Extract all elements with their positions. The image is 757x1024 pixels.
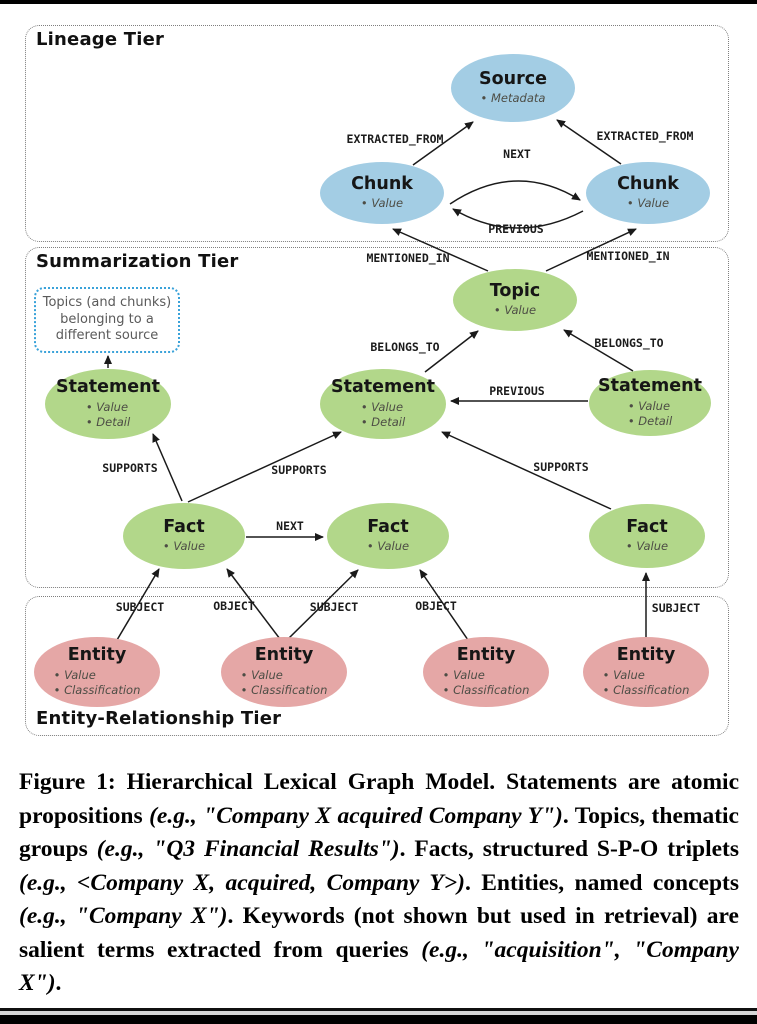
entity-relationship-tier-label: Entity-Relationship Tier — [36, 708, 282, 729]
caption-segment: Figure 1: Hierarchical Lexical Graph Model. Statements are atomic propositions — [19, 769, 739, 829]
node-attribute: • Value — [361, 400, 405, 415]
caption-segment: (e.g., "Company X acquired Company Y") — [149, 802, 563, 829]
node-attribute: • Detail — [86, 415, 130, 430]
node-attribute: • Value — [54, 668, 141, 683]
node-source — [451, 54, 575, 122]
node-title: Entity — [67, 645, 127, 666]
node-chunk-right — [586, 162, 710, 224]
edge-label-next-facts: NEXT — [276, 519, 304, 533]
node-topic — [453, 269, 577, 331]
caption-segment: (e.g., "Q3 Financial Results") — [96, 836, 400, 862]
node-attribute: • Classification — [443, 683, 530, 698]
different-source-note — [34, 287, 180, 353]
edge-label-belongs-to-left: BELONGS_TO — [370, 340, 440, 354]
caption-segment: . Keywords (not shown but used in retrieval) are salient terms extracted from queries — [19, 903, 739, 963]
node-entity-3 — [423, 637, 549, 707]
caption-segment: (e.g., <Company X, acquired, Company Y>) — [19, 869, 465, 896]
node-attribute: • Metadata — [481, 91, 546, 106]
node-attribute: • Classification — [241, 683, 328, 698]
caption-segment: . Facts, structured S-P-O triplets — [399, 836, 739, 862]
note-line: Topics (and chunks) — [42, 294, 172, 310]
node-attribute: • Value — [241, 668, 328, 683]
node-attribute: • Detail — [628, 414, 672, 429]
node-title: Fact — [163, 516, 205, 537]
node-attribute: • Value — [163, 539, 205, 554]
node-title: Statement — [598, 376, 702, 397]
note-line: different source — [55, 328, 159, 344]
edge-label-previous-statements: PREVIOUS — [489, 384, 545, 398]
edge-label-next-chunks: NEXT — [503, 147, 531, 161]
node-attribute: • Classification — [54, 683, 141, 698]
node-attribute: • Classification — [603, 683, 690, 698]
edge-label-subject-1: SUBJECT — [115, 600, 165, 614]
node-title: Chunk — [617, 173, 679, 194]
node-fact-left — [123, 503, 245, 569]
lineage-tier-label: Lineage Tier — [36, 29, 165, 50]
summarization-tier-label: Summarization Tier — [36, 251, 239, 272]
node-title: Source — [479, 68, 547, 89]
node-title: Chunk — [351, 173, 413, 194]
node-attribute: • Value — [494, 303, 536, 318]
edge-label-supports-middle: SUPPORTS — [271, 463, 327, 477]
node-title: Fact — [367, 516, 409, 537]
caption-segment: . Topics, thematic groups — [19, 802, 739, 862]
caption-segment: (e.g., "Company X") — [19, 903, 228, 929]
node-attribute: • Value — [443, 668, 530, 683]
figure-caption — [19, 766, 739, 1001]
edge-label-previous-chunks: PREVIOUS — [488, 222, 544, 236]
edge-label-object-2: OBJECT — [415, 599, 457, 613]
bottom-rule-thick — [0, 1015, 757, 1024]
edge-label-extracted-from-left: EXTRACTED_FROM — [346, 132, 444, 146]
node-attribute: • Value — [603, 668, 690, 683]
node-statement-middle — [320, 369, 446, 439]
node-fact-right — [589, 504, 705, 568]
node-title: Entity — [456, 645, 516, 666]
node-title: Topic — [489, 280, 541, 301]
edge-label-mentioned-in-left: MENTIONED_IN — [366, 251, 450, 265]
node-entity-1 — [34, 637, 160, 707]
node-statement-right — [589, 370, 711, 436]
node-attribute: • Value — [361, 196, 403, 211]
edge-label-subject-2: SUBJECT — [309, 600, 359, 614]
node-attribute: • Value — [86, 400, 130, 415]
node-chunk-left — [320, 162, 444, 224]
node-title: Statement — [331, 377, 435, 398]
edge-label-belongs-to-right: BELONGS_TO — [594, 336, 664, 350]
node-attribute: • Value — [367, 539, 409, 554]
edge-label-supports-left: SUPPORTS — [102, 461, 158, 475]
node-title: Fact — [626, 516, 668, 537]
caption-segment: . Entities, named concepts — [464, 869, 740, 896]
node-attribute: • Value — [628, 399, 672, 414]
node-attribute: • Value — [626, 539, 668, 554]
node-title: Entity — [254, 645, 314, 666]
node-entity-4 — [583, 637, 709, 707]
node-fact-middle — [327, 503, 449, 569]
edge-label-extracted-from-right: EXTRACTED_FROM — [596, 129, 694, 143]
edge-label-subject-3: SUBJECT — [651, 601, 701, 615]
node-attribute: • Value — [627, 196, 669, 211]
node-attribute: • Detail — [361, 415, 405, 430]
node-title: Statement — [56, 377, 160, 398]
note-line: belonging to a — [60, 311, 154, 327]
edge-label-supports-right: SUPPORTS — [533, 460, 589, 474]
node-title: Entity — [616, 645, 676, 666]
node-entity-2 — [221, 637, 347, 707]
caption-segment: (e.g., "acquisition", "Company X") — [19, 936, 739, 996]
node-statement-left — [45, 369, 171, 439]
edge-label-mentioned-in-right: MENTIONED_IN — [586, 249, 670, 263]
caption-segment: . — [55, 970, 62, 996]
edge-label-object-1: OBJECT — [213, 599, 255, 613]
